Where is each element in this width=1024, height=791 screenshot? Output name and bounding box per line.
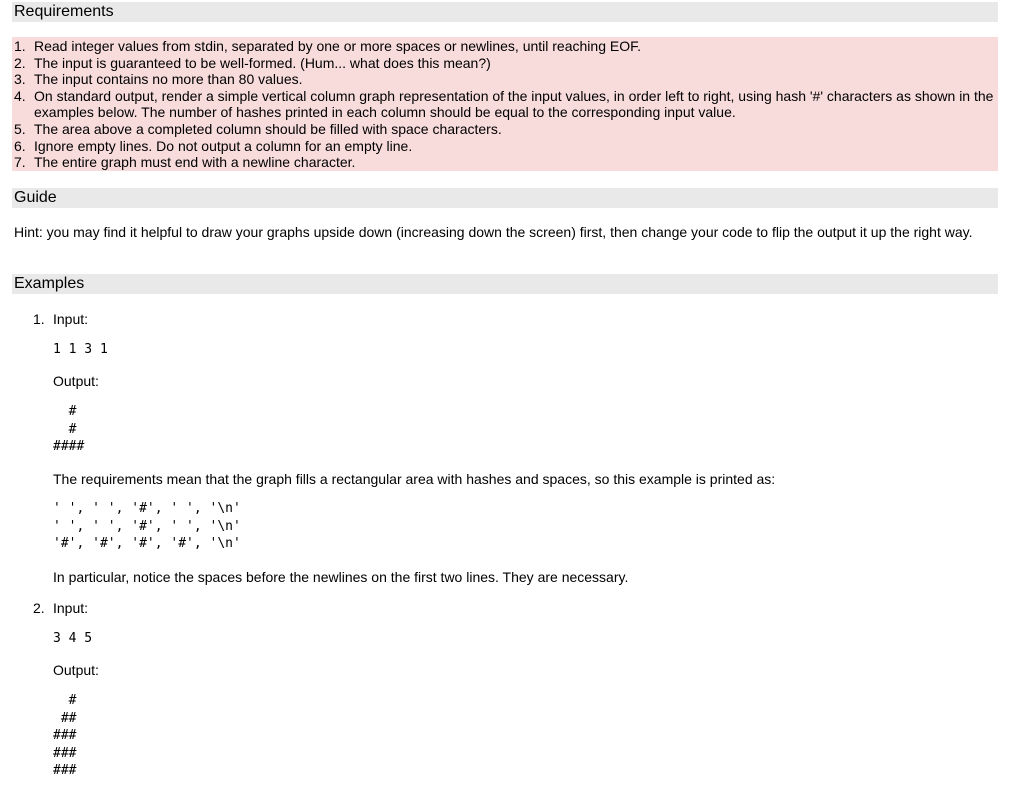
example-1-note: In particular, notice the spaces before the newlines on the first two lines. They are necessary. <box>53 569 629 585</box>
requirement-number: 2. <box>14 54 26 71</box>
requirement-number: 4. <box>14 87 26 104</box>
requirement-number: 3. <box>14 71 26 88</box>
requirement-number: 6. <box>14 137 26 154</box>
examples-heading: Examples <box>12 274 998 294</box>
example-1-input-label: Input: <box>53 311 89 327</box>
requirement-number: 5. <box>14 120 26 137</box>
example-2-input-label: Input: <box>53 600 89 616</box>
example-1-char-grid: ' ', ' ', '#', ' ', '\n' ' ', ' ', '#', ' ', '\n' '#', '#', '#', '#', '\n' <box>53 501 241 551</box>
requirement-text: Ignore empty lines. Do not output a column for an empty line. <box>34 137 413 154</box>
example-1-input: 1 1 3 1 <box>53 342 108 357</box>
requirement-text: The input is guaranteed to be well-formed. (Hum... what does this mean?) <box>34 54 491 71</box>
requirement-item <box>14 71 1004 88</box>
requirements-list <box>14 38 1004 171</box>
requirement-text: Read integer values from stdin, separated by one or more spaces or newlines, until reaching EOF. <box>34 38 641 54</box>
requirement-text: The area above a completed column should be filled with space characters. <box>34 120 502 137</box>
example-2-input: 3 4 5 <box>53 631 93 646</box>
requirement-item <box>14 154 1004 171</box>
guide-hint: Hint: you may find it helpful to draw your graphs upside down (increasing down the screen) first, then change your code to flip the output it up the right way. <box>14 224 973 240</box>
example-2-output-label: Output: <box>53 662 99 678</box>
requirements-heading: Requirements <box>12 2 998 22</box>
requirement-number: 1. <box>14 38 26 54</box>
requirement-text: The entire graph must end with a newline character. <box>34 154 356 171</box>
requirement-item <box>14 121 1004 138</box>
example-1-number: 1. <box>33 311 45 327</box>
requirement-item <box>14 38 1004 55</box>
example-2-number: 2. <box>33 600 45 616</box>
requirement-number: 7. <box>14 154 26 171</box>
requirement-item <box>14 138 1004 155</box>
requirement-item <box>14 88 1004 121</box>
example-1-explanation: The requirements mean that the graph fills a rectangular area with hashes and spaces, so this example is printed as: <box>53 471 776 487</box>
requirement-text: On standard output, render a simple vertical column graph representation of the input values, in order left to right, using hash '#' characters as shown in the examples below. The number of hashes printed in each column should be equal to the corresponding input value. <box>34 87 994 121</box>
requirement-item <box>14 55 1004 72</box>
example-1-output-label: Output: <box>53 373 99 389</box>
example-2-output: # ## ### ### ### <box>53 693 77 778</box>
example-1-output: # # #### <box>53 404 85 454</box>
guide-heading: Guide <box>12 188 998 208</box>
requirement-text: The input contains no more than 80 values. <box>34 71 303 88</box>
